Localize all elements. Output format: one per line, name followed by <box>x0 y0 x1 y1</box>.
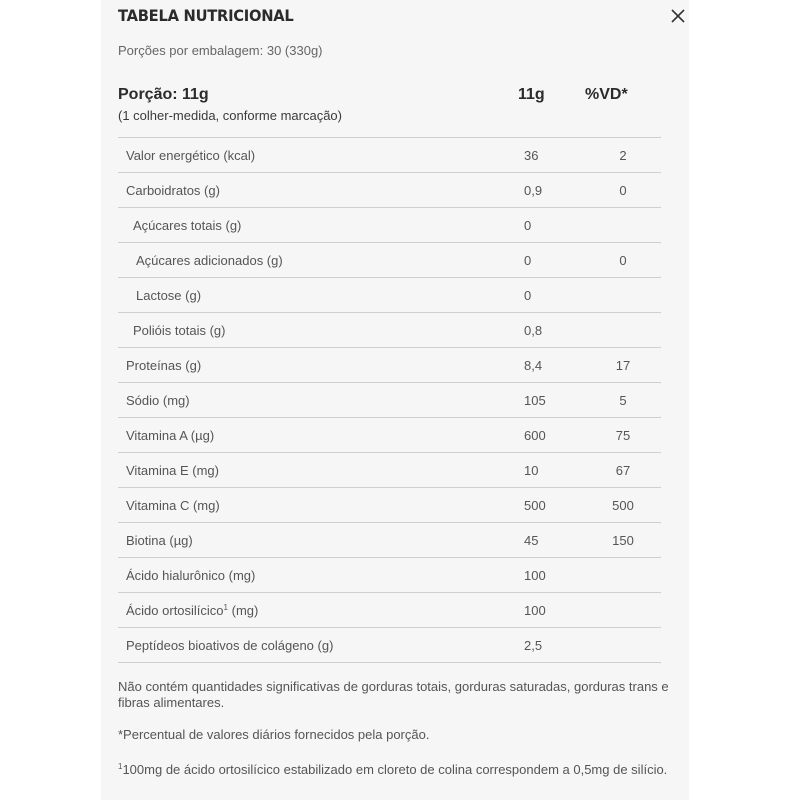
nutrient-label-text: Ácido ortosilícico <box>126 603 224 618</box>
table-row <box>118 523 661 558</box>
table-row <box>118 137 661 173</box>
nutrient-amount: 0,8 <box>524 323 543 338</box>
nutrient-label: Polióis totais (g) <box>133 323 226 338</box>
table-row <box>118 628 661 663</box>
nutrient-amount: 105 <box>524 393 546 408</box>
footnote-text: 100mg de ácido ortosilícico estabilizado em cloreto de colina correspondem a 0,5mg de silício. <box>122 762 668 777</box>
close-icon <box>668 6 688 26</box>
nutrient-amount: 0 <box>524 288 532 303</box>
footnote <box>118 759 678 778</box>
nutrient-amount: 0 <box>524 253 532 268</box>
nutrient-vd: 2 <box>619 148 627 163</box>
no-significant-note: Não contém quantidades significativas de gorduras totais, gorduras saturadas, gorduras trans e fibras alimentares. <box>118 679 669 710</box>
nutrient-label: Biotina (µg) <box>126 533 193 548</box>
nutrient-amount: 36 <box>524 148 539 163</box>
nutrient-amount: 100 <box>524 603 546 618</box>
table-row <box>118 313 661 348</box>
servings-per-package: Porções por embalagem: 30 (330g) <box>118 43 323 58</box>
amount-column-header: 11g <box>518 86 545 103</box>
nutrient-label: Açúcares adicionados (g) <box>136 253 283 268</box>
close-button[interactable] <box>668 6 688 26</box>
nutrient-vd: 5 <box>619 393 627 408</box>
nutrient-vd: 67 <box>615 463 631 478</box>
table-row <box>118 383 661 418</box>
nutrient-vd: 500 <box>612 498 634 513</box>
nutrient-label: Lactose (g) <box>136 288 202 303</box>
vd-column-header: %VD* <box>585 86 628 103</box>
nutrient-label <box>126 603 258 618</box>
nutrient-label: Proteínas (g) <box>126 358 202 373</box>
nutrient-label: Açúcares totais (g) <box>133 218 242 233</box>
nutrient-vd: 17 <box>615 358 631 373</box>
nutrient-amount: 45 <box>524 533 539 548</box>
table-row <box>118 488 661 523</box>
table-row <box>118 208 661 243</box>
nutrient-label: Peptídeos bioativos de colágeno (g) <box>126 638 334 653</box>
portion-label: Porção: 11g <box>118 86 209 103</box>
nutrient-label: Ácido hialurônico (mg) <box>126 568 256 583</box>
nutrient-amount: 0,9 <box>524 183 543 198</box>
table-row <box>118 348 661 383</box>
table-row <box>118 418 661 453</box>
footnote-marker: 1 <box>223 603 228 612</box>
nutrient-label: Carboidratos (g) <box>126 183 220 198</box>
nutrient-amount: 10 <box>524 463 539 478</box>
table-row <box>118 243 661 278</box>
nutrition-table <box>118 137 661 663</box>
nutrient-label: Vitamina C (mg) <box>126 498 220 513</box>
nutrient-vd: 75 <box>615 428 631 443</box>
nutrient-amount: 2,5 <box>524 638 543 653</box>
nutrient-amount: 8,4 <box>524 358 543 373</box>
percent-note: *Percentual de valores diários fornecidos pela porção. <box>118 727 430 742</box>
nutrient-label-unit: (mg) <box>228 603 259 618</box>
nutrient-amount: 500 <box>524 498 546 513</box>
modal-title: TABELA NUTRICIONAL <box>118 6 294 25</box>
nutrient-amount: 600 <box>524 428 546 443</box>
nutrient-vd: 0 <box>619 253 627 268</box>
table-row <box>118 278 661 313</box>
nutrient-amount: 0 <box>524 218 532 233</box>
portion-description: (1 colher-medida, conforme marcação) <box>118 108 342 123</box>
footnote-mark: 1 <box>118 762 123 771</box>
nutrient-label: Sódio (mg) <box>126 393 190 408</box>
nutrient-vd: 0 <box>619 183 627 198</box>
table-row <box>118 453 661 488</box>
nutrient-label: Valor energético (kcal) <box>126 148 256 163</box>
table-row <box>118 593 661 628</box>
nutrient-vd: 150 <box>612 533 634 548</box>
table-row <box>118 558 661 593</box>
nutrient-label: Vitamina E (mg) <box>126 463 219 478</box>
table-row <box>118 173 661 208</box>
nutrient-amount: 100 <box>524 568 546 583</box>
nutrient-label: Vitamina A (µg) <box>126 428 215 443</box>
